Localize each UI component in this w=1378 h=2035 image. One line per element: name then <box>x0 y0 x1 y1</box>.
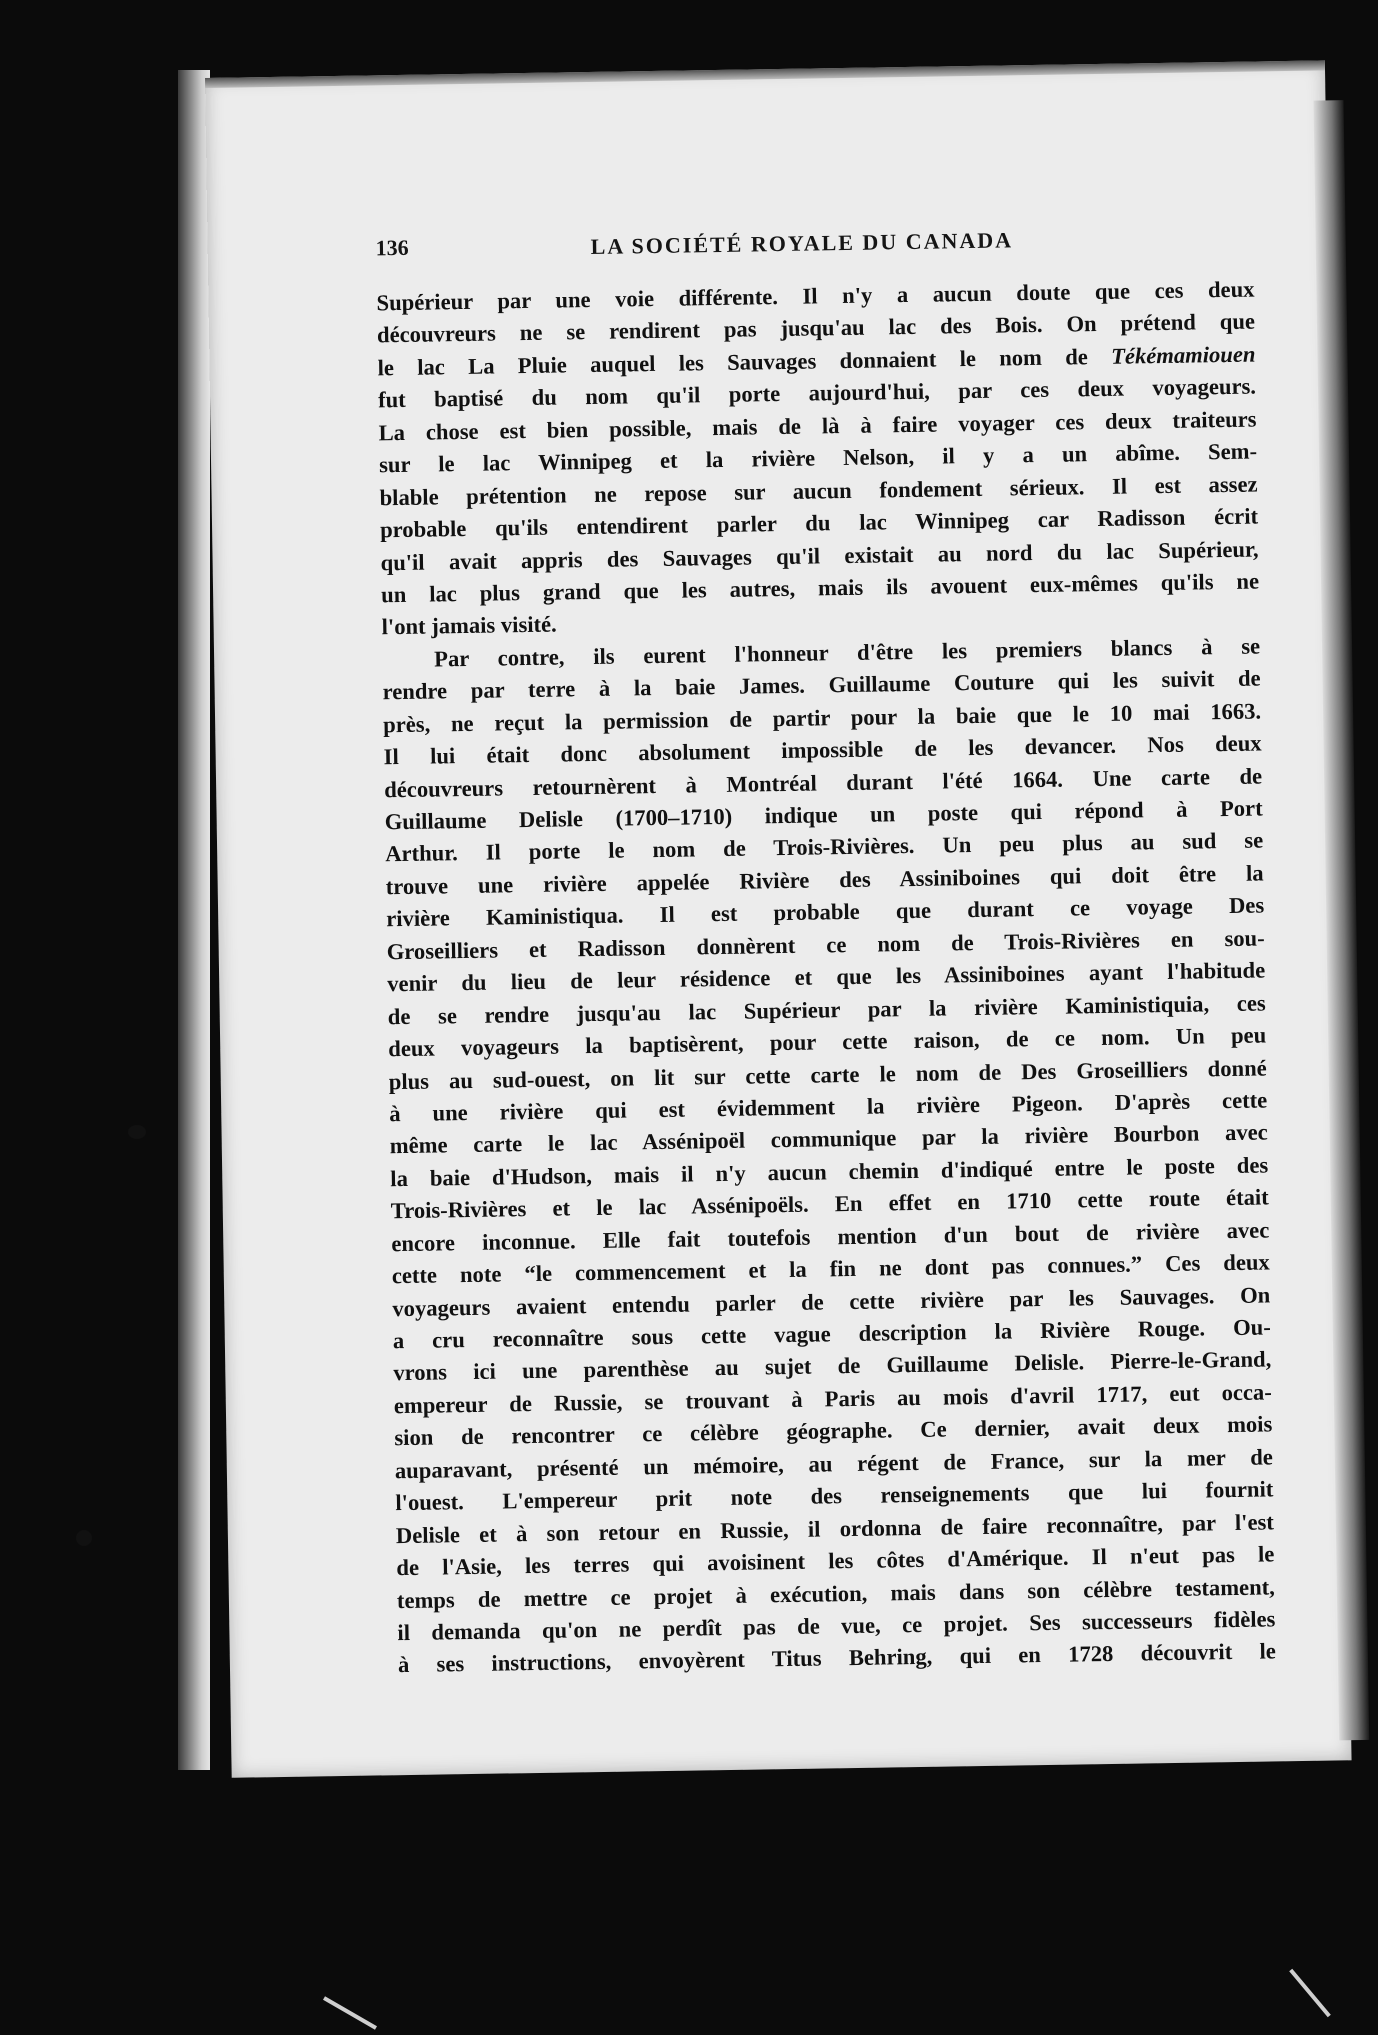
text-line: plus au sud-ouest, on lit sur cette carte le nom de Des Groseilliers donné <box>388 1054 1267 1094</box>
text-line: venir du lieu de leur résidence et que les Assiniboines ayant l'habitude <box>387 957 1266 997</box>
text-line: Arthur. Il porte le nom de Trois-Rivières. Un peu plus au sud se <box>385 827 1264 867</box>
page-right-edge <box>1313 100 1369 1740</box>
text-line: blable prétention ne repose sur aucun fondement sérieux. Il est assez <box>379 471 1258 510</box>
text-line: probable qu'ils entendirent parler du lac Winnipeg car Radisson écrit <box>379 503 1259 543</box>
text-line: deux voyageurs la baptisèrent, pour cette raison, de ce nom. Un peu <box>388 1022 1267 1062</box>
book-page <box>205 60 1352 1777</box>
text-line: fut baptisé du nom qu'il porte aujourd'hui, par ces deux voyageurs. <box>377 373 1257 413</box>
text-line: Trois-Rivières et le lac Assénipoëls. En effet en 1710 cette route était <box>390 1184 1269 1224</box>
text-line: Guillaume Delisle (1700–1710) indique un poste qui répond à Port <box>384 795 1263 835</box>
text-line: La chose est bien possible, mais de là à faire voyager ces deux traiteurs <box>378 406 1257 446</box>
page-number: 136 <box>375 234 409 261</box>
text-line: l'ont jamais visité. <box>381 611 557 640</box>
text-line: cette note “le commencement et la fin ne dont pas connues.” Ces deux <box>391 1249 1270 1289</box>
text-line: près, ne reçut la permission de partir pour la baie que le 10 mai 1663. <box>382 698 1262 737</box>
text-line: Supérieur par une voie différente. Il n'y a aucun doute que ces deux <box>376 276 1255 316</box>
text-line-segment: le lac La Pluie auquel les Sauvages donnaient le nom de <box>377 343 1112 381</box>
book-binding-edge <box>178 70 210 1770</box>
text-line: Delisle et à son retour en Russie, il ordonna de faire reconnaître, par l'est <box>395 1509 1275 1548</box>
scan-artifact <box>1289 1969 1331 2018</box>
text-line: l'ouest. L'empereur prit note des renseignements que lui fournit <box>395 1476 1274 1516</box>
text-line: empereur de Russie, se trouvant à Paris au mois d'avril 1717, eut occa- <box>393 1379 1272 1419</box>
journal-title: LA SOCIÉTÉ ROYALE DU CANADA <box>590 227 1014 259</box>
text-line: trouve une rivière appelée Rivière des Assiniboines qui doit être la <box>385 860 1264 900</box>
text-line: à une rivière qui est évidemment la rivière Pigeon. D'après cette <box>389 1087 1268 1127</box>
text-line: Groseilliers et Radisson donnèrent ce nom de Trois-Rivières en sou- <box>386 925 1265 965</box>
text-line: découvreurs ne se rendirent pas jusqu'au lac des Bois. On prétend que <box>376 308 1256 348</box>
body-text <box>376 274 1276 1682</box>
italic-term: Tékémamiouen <box>1110 341 1256 369</box>
text-line: voyageurs avaient entendu parler de cette rivière par les Sauvages. On <box>392 1281 1271 1321</box>
text-line: rivière Kaministiqua. Il est probable que durant ce voyage Des <box>386 892 1265 932</box>
text-line: temps de mettre ce projet à exécution, mais dans son célèbre testament, <box>396 1573 1276 1613</box>
text-line: qu'il avait appris des Sauvages qu'il existait au nord du lac Supérieur, <box>380 536 1259 575</box>
text-line: un lac plus grand que les autres, mais ils avouent eux-mêmes qu'ils ne <box>380 568 1260 608</box>
text-line: sur le lac Winnipeg et la rivière Nelson, il y a un abîme. Sem- <box>378 438 1258 478</box>
scan-artifact <box>323 1996 377 2029</box>
text-line: a cru reconnaître sous cette vague description la Rivière Rouge. Ou- <box>392 1314 1271 1354</box>
text-line: il demanda qu'on ne perdît pas de vue, ce projet. Ses successeurs fidèles <box>397 1606 1276 1646</box>
paragraph-first-line: Par contre, ils eurent l'honneur d'être les premiers blancs à se <box>433 633 1261 672</box>
text-line: vrons ici une parenthèse au sujet de Guillaume Delisle. Pierre-le-Grand, <box>393 1346 1272 1386</box>
text-line: sion de rencontrer ce célèbre géographe. Ce dernier, avait deux mois <box>394 1411 1273 1451</box>
running-head <box>375 222 1226 275</box>
scan-smudge <box>128 1125 146 1139</box>
text-line: découvreurs retournèrent à Montréal durant l'été 1664. Une carte de <box>383 763 1263 802</box>
text-line: Il lui était donc absolument impossible de les devancer. Nos deux <box>383 730 1262 770</box>
text-line: de se rendre jusqu'au lac Supérieur par la rivière Kaministiquia, ces <box>387 990 1266 1029</box>
text-line: encore inconnue. Elle fait toutefois mention d'un bout de rivière avec <box>391 1217 1270 1256</box>
text-line: à ses instructions, envoyèrent Titus Behring, qui en 1728 découvrit le <box>397 1638 1277 1678</box>
text-line: auparavant, présenté un mémoire, au régent de France, sur la mer de <box>394 1444 1273 1483</box>
page-top-edge <box>205 60 1325 88</box>
text-line: la baie d'Hudson, mais il n'y aucun chemin d'indiqué entre le poste des <box>390 1152 1269 1192</box>
scan-smudge <box>76 1530 92 1546</box>
text-line: de l'Asie, les terres qui avoisinent les côtes d'Amérique. Il n'eut pas le <box>396 1541 1275 1581</box>
text-line: même carte le lac Assénipoël communique par la rivière Bourbon avec <box>389 1119 1268 1159</box>
text-line: rendre par terre à la baie James. Guillaume Couture qui les suivit de <box>382 665 1261 705</box>
